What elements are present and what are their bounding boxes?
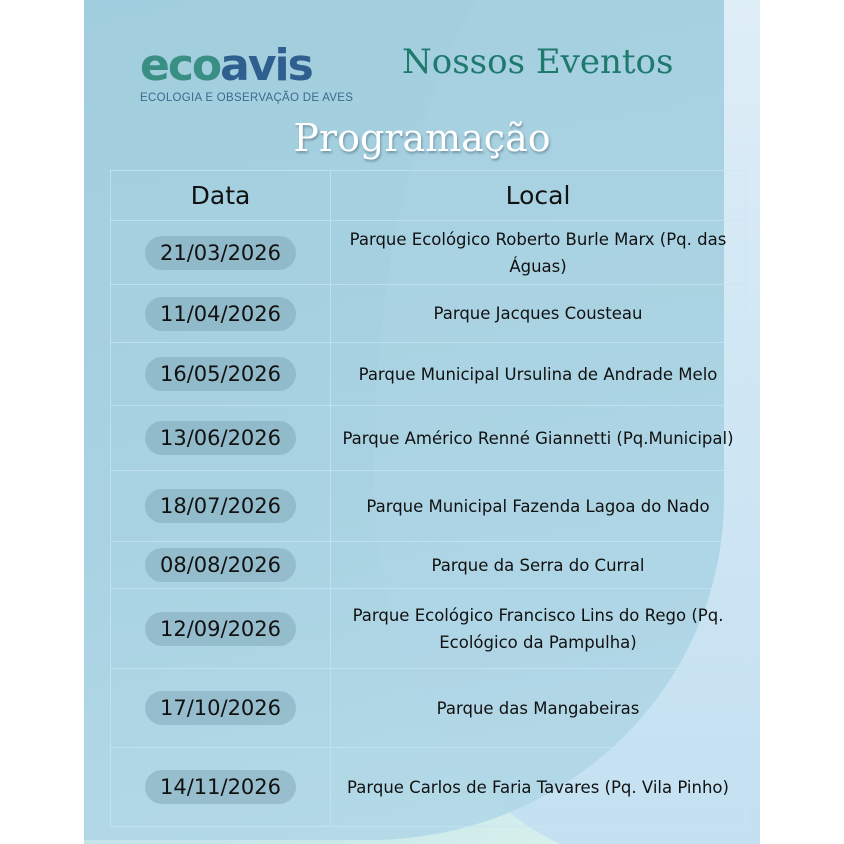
table-row (111, 343, 746, 406)
table-row (111, 669, 746, 748)
table-row (111, 471, 746, 542)
date-pill: 18/07/2026 (145, 489, 296, 523)
local-cell: Parque Ecológico Francisco Lins do Rego (Pq. Ecológico da Pampulha) (331, 589, 746, 669)
date-cell (111, 542, 331, 589)
date-cell (111, 748, 331, 827)
logo-avis: avis (220, 40, 312, 91)
local-cell: Parque Municipal Fazenda Lagoa do Nado (331, 471, 746, 542)
date-pill: 08/08/2026 (145, 548, 296, 582)
date-cell (111, 221, 331, 285)
date-cell (111, 589, 331, 669)
logo-eco: eco (140, 40, 221, 91)
local-cell: Parque Ecológico Roberto Burle Marx (Pq. das Águas) (331, 221, 746, 285)
date-pill: 21/03/2026 (145, 236, 296, 270)
section-title: Programação (293, 116, 551, 160)
date-pill: 16/05/2026 (145, 357, 296, 391)
local-cell: Parque Américo Renné Giannetti (Pq.Municipal) (331, 406, 746, 471)
local-cell: Parque Carlos de Faria Tavares (Pq. Vila Pinho) (331, 748, 746, 827)
local-cell: Parque Jacques Cousteau (331, 285, 746, 343)
date-cell (111, 285, 331, 343)
date-cell (111, 669, 331, 748)
date-pill: 12/09/2026 (145, 612, 296, 646)
table-row (111, 406, 746, 471)
local-cell: Parque das Mangabeiras (331, 669, 746, 748)
date-cell (111, 343, 331, 406)
table-row (111, 589, 746, 669)
date-pill: 14/11/2026 (145, 770, 296, 804)
table-row (111, 285, 746, 343)
local-cell: Parque da Serra do Curral (331, 542, 746, 589)
header-local: Local (331, 171, 746, 221)
local-cell: Parque Municipal Ursulina de Andrade Melo (331, 343, 746, 406)
date-pill: 17/10/2026 (145, 691, 296, 725)
table-row (111, 748, 746, 827)
events-table (110, 170, 746, 827)
date-cell (111, 471, 331, 542)
page-title: Nossos Eventos (402, 42, 674, 82)
logo-tagline: ECOLOGIA E OBSERVAÇÃO DE AVES (140, 92, 354, 104)
date-cell (111, 406, 331, 471)
date-pill: 11/04/2026 (145, 297, 296, 331)
ecoavis-logo (140, 42, 353, 104)
table-row (111, 542, 746, 589)
date-pill: 13/06/2026 (145, 421, 296, 455)
header-data: Data (111, 171, 331, 221)
table-row (111, 221, 746, 285)
